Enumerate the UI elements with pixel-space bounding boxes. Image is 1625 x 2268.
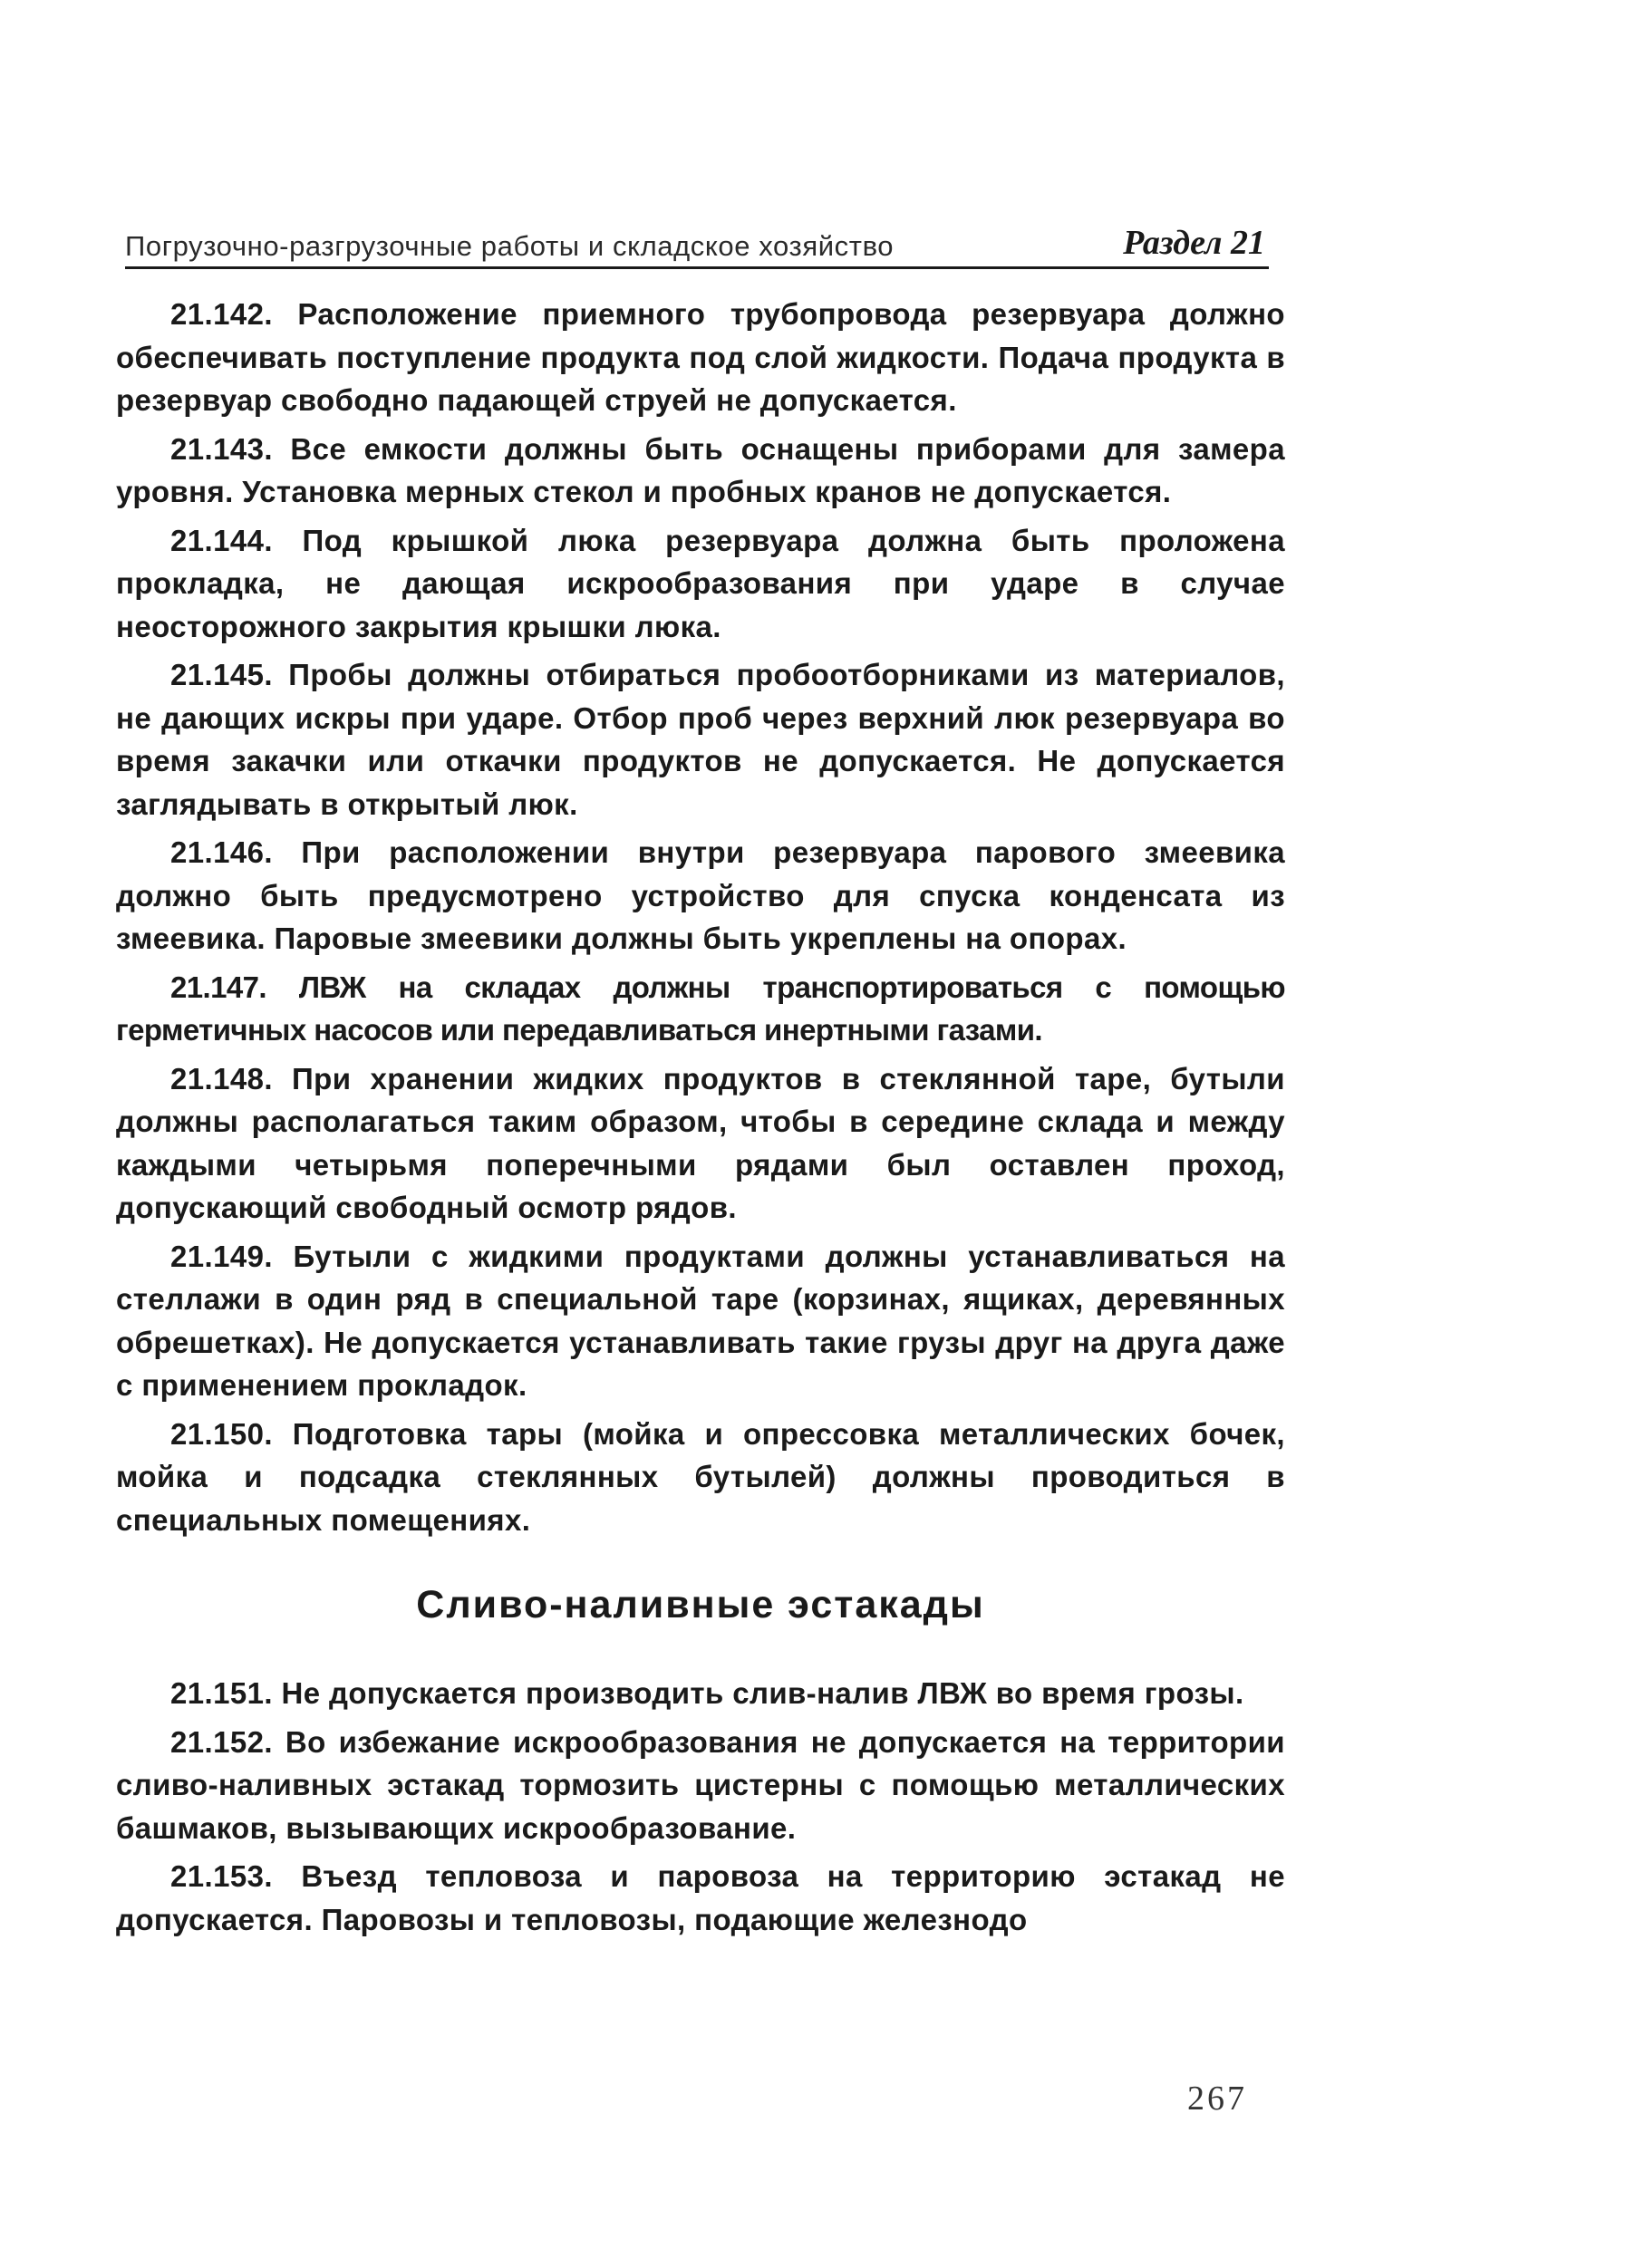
paragraph-21-142: 21.142. Расположение приемного трубопровода резервуара должно обеспечивать поступление продукта под слой жидкости. Подача продукта в резервуар свободно падающей струей не допускается. [116,297,1285,417]
page-number: 267 [1187,2080,1247,2118]
paragraph-21-143: 21.143. Все емкости должны быть оснащены приборами для замера уровня. Установка мерных стекол и пробных кранов не допускается. [116,431,1285,508]
paragraph-21-144: 21.144. Под крышкой люка резервуара должна быть проложена прокладка, не дающая искрообразования при ударе в случае неосторожного закрытия крышки люка. [116,523,1285,643]
paragraph-21-152: 21.152. Во избежание искрообразования не допускается на территории сливо-наливных эстакад тормозить цистерны с помощью металлических башмаков, вызывающих искрообразование. [116,1724,1285,1845]
running-head [125,225,1269,269]
paragraph-21-153: 21.153. Въезд тепловоза и паровоза на территорию эстакад не допускается. Паровозы и тепловозы, подающие железнодо [116,1859,1285,1936]
running-head-title: Погрузочно-разгрузочные работы и складское хозяйство [125,230,895,262]
paragraph-21-146: 21.146. При расположении внутри резервуара парового змеевика должно быть предусмотрено устройство для спуска конденсата из змеевика. Паровые змеевики должны быть укреплены на опорах. [116,835,1285,955]
paragraph-21-151: 21.151. Не допускается производить слив-налив ЛВЖ во время грозы. [170,1676,1244,1710]
paragraph-21-149: 21.149. Бутыли с жидкими продуктами должны устанавливаться на стеллажи в один ряд в специальной таре (корзинах, ящиках, деревянных обрешетках). Не допускается устанавливать такие грузы друг на друга даже с применением прокладок. [116,1239,1285,1402]
paragraph-21-145: 21.145. Пробы должны отбираться пробоотборниками из материалов, не дающих искры при ударе. Отбор проб через верхний люк резервуара во время закачки или откачки продуктов не допускается. Не допускается заглядывать в открытый люк. [116,658,1285,821]
paragraph-21-150: 21.150. Подготовка тары (мойка и опрессовка металлических бочек, мойка и подсадка стеклянных бутылей) должны проводиться в специальных помещениях. [116,1416,1285,1537]
body-text [116,293,1285,1946]
section-heading: Сливо-наливные эстакады [416,1583,985,1626]
running-head-section: Раздел 21 [1123,224,1265,262]
paragraph-21-147: 21.147. ЛВЖ на складах должны транспортироваться с помощью герметичных насосов или передавливаться инертными газами. [116,970,1285,1047]
paragraph-21-148: 21.148. При хранении жидких продуктов в стеклянной таре, бутыли должны располагаться таким образом, чтобы в середине склада и между каждыми четырьмя поперечными рядами был оставлен проход, допускающий свободный осмотр рядов. [116,1061,1285,1224]
